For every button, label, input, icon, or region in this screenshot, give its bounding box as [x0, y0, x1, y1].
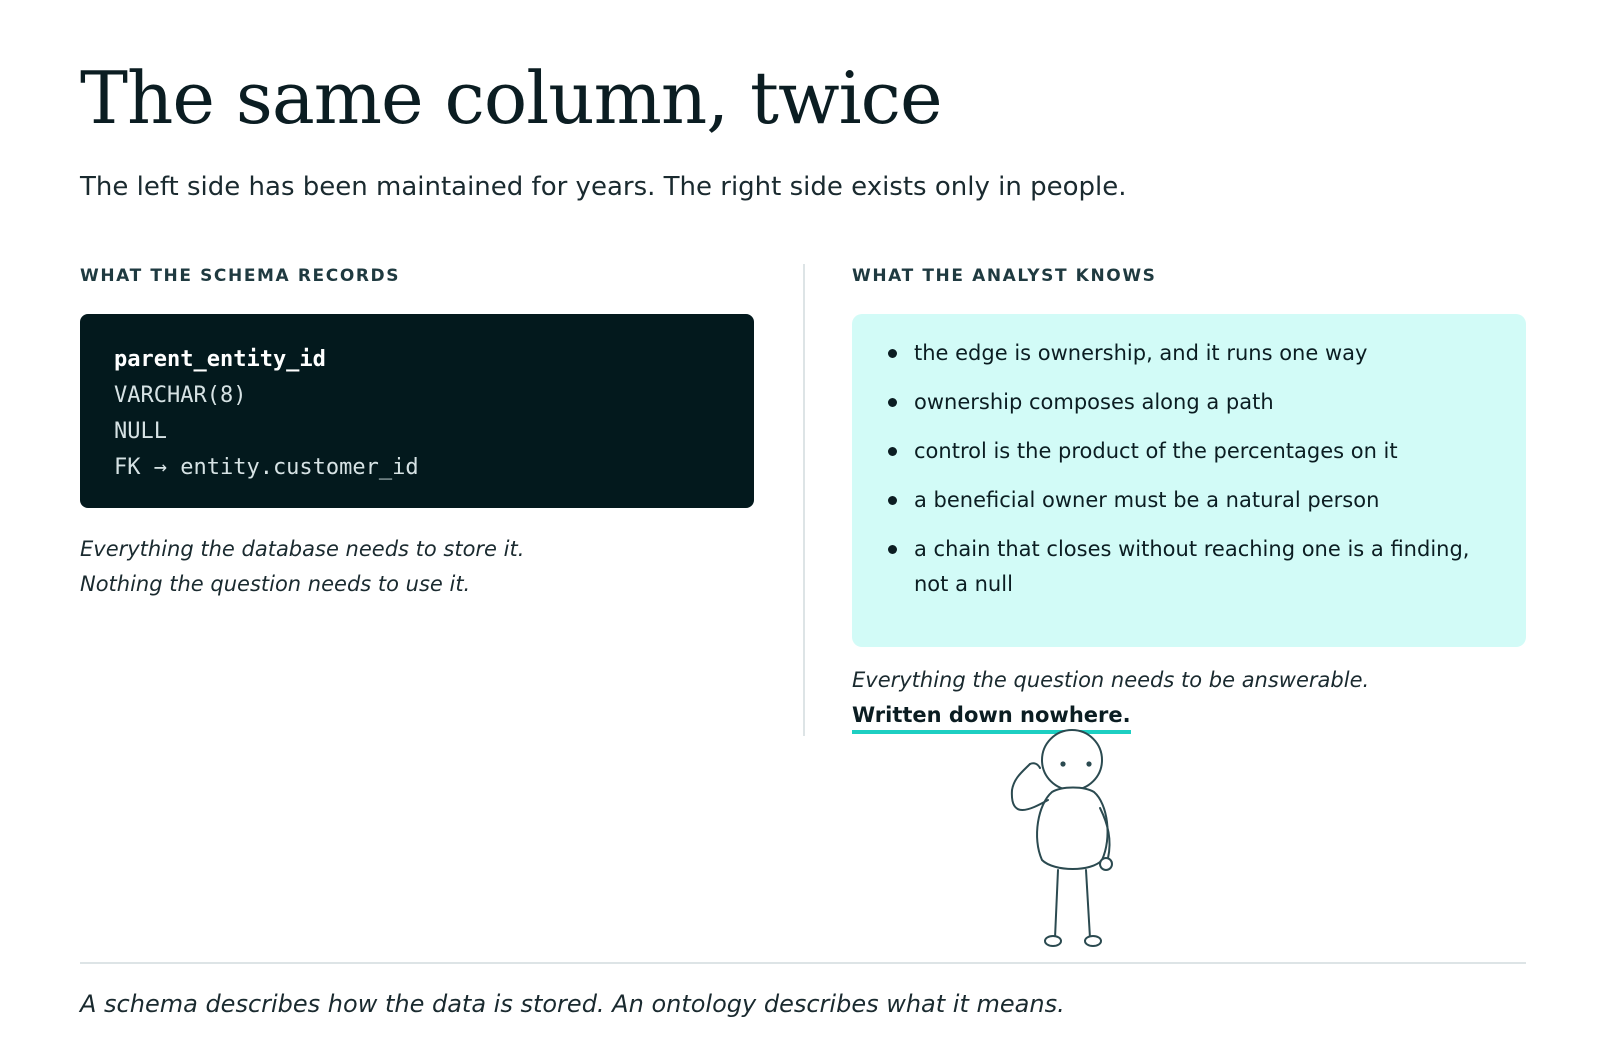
figure-eye: [1086, 761, 1091, 766]
list-item: [880, 385, 1498, 420]
list-item-text: ownership composes along a path: [914, 390, 1274, 414]
analyst-emphasis: Written down nowhere.: [852, 703, 1131, 734]
figure-right-foot: [1085, 936, 1101, 946]
code-line-type: VARCHAR(8): [114, 383, 247, 408]
bullet-icon: [888, 545, 897, 554]
code-line-nullability: NULL: [114, 419, 167, 444]
code-line-foreign-key: FK → entity.customer_id: [114, 455, 419, 480]
schema-caption-line: Everything the database needs to store it.: [80, 537, 525, 561]
analyst-caption: Everything the question needs to be answerable.: [852, 668, 1370, 692]
figure-head: [1042, 730, 1102, 790]
column-divider: [803, 264, 805, 736]
list-item: [880, 483, 1498, 518]
bullet-icon: [888, 447, 897, 456]
bullet-icon: [888, 349, 897, 358]
figure-hand: [1100, 858, 1112, 870]
footer-statement: A schema describes how the data is stored. An ontology describes what it means.: [80, 990, 1065, 1018]
figure-eye: [1060, 761, 1065, 766]
schema-code-card: [80, 314, 754, 508]
list-item: [880, 532, 1498, 602]
schema-caption: [80, 532, 524, 602]
bullet-icon: [888, 398, 897, 407]
analyst-knowledge-list: [880, 336, 1498, 602]
list-item-text: control is the product of the percentages on it: [914, 439, 1398, 463]
list-item: [880, 434, 1498, 469]
schema-caption-line: Nothing the question needs to use it.: [80, 572, 471, 596]
list-item: [880, 336, 1498, 371]
list-item-text: the edge is ownership, and it runs one way: [914, 341, 1368, 365]
figure-right-leg: [1086, 870, 1090, 938]
figure-left-leg: [1055, 870, 1058, 938]
figure-raised-arm: [1012, 764, 1048, 810]
thinking-figure-illustration: [1000, 728, 1150, 950]
analyst-knowledge-card: [852, 314, 1526, 647]
code-line-column-name: parent_entity_id: [114, 347, 326, 372]
footer-divider: [80, 962, 1526, 964]
page-subtitle: The left side has been maintained for years. The right side exists only in people.: [80, 172, 1127, 202]
analyst-column-label: WHAT THE ANALYST KNOWS: [852, 266, 1157, 286]
figure-hand-on-head: [1030, 763, 1040, 768]
figure-left-foot: [1045, 936, 1061, 946]
schema-column-label: WHAT THE SCHEMA RECORDS: [80, 266, 401, 286]
list-item-text: a chain that closes without reaching one is a finding, not a null: [914, 537, 1470, 596]
list-item-text: a beneficial owner must be a natural person: [914, 488, 1380, 512]
bullet-icon: [888, 496, 897, 505]
page-title: The same column, twice: [80, 56, 942, 140]
